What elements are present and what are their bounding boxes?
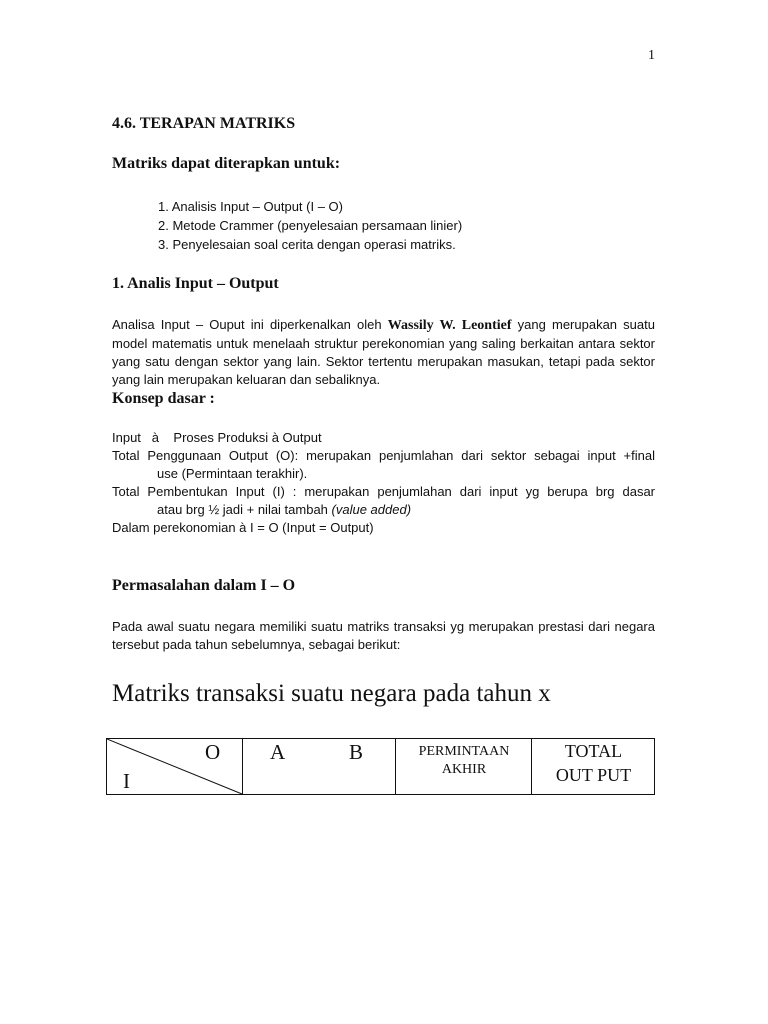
column-divider	[242, 739, 243, 794]
intro-paragraph	[112, 316, 655, 389]
corner-output-label: O	[205, 740, 221, 764]
konsep-line-cont	[112, 501, 655, 519]
column-divider	[395, 739, 396, 794]
table-title: Matriks transaksi suatu negara pada tahun x	[112, 680, 551, 707]
konsep-line-cont: use (Permintaan terakhir).	[157, 466, 308, 481]
konsep-heading: Konsep dasar :	[112, 390, 215, 407]
konsep-line: Total Penggunaan Output (O): merupakan penjumlahan dari sektor sebagai input +final	[112, 448, 655, 463]
subsection-title: 1. Analis Input – Output	[112, 275, 279, 292]
section-title: 4.6. TERAPAN MATRIKS	[112, 115, 296, 132]
konsep-block	[112, 429, 655, 537]
konsep-line: Total Pembentukan Input (I) : merupakan penjumlahan dari input yg berupa brg dasar	[112, 484, 655, 499]
applications-list	[158, 197, 462, 254]
problem-heading: Permasalahan dalam I – O	[112, 577, 296, 594]
page-number: 1	[648, 48, 655, 63]
konsep-line: Input à Proses Produksi à Output	[112, 430, 322, 445]
intro-heading: Matriks dapat diterapkan untuk:	[112, 155, 341, 172]
header-permintaan-akhir: PERMINTAAN AKHIR	[418, 744, 510, 777]
problem-paragraph: Pada awal suatu negara memiliki suatu matriks transaksi yg merupakan prestasi dari negara tersebut pada tahun sebelumnya, sebagai berikut:	[112, 619, 655, 652]
output-label: OUT PUT	[555, 765, 632, 785]
list-item: 1. Analisis Input – Output (I – O)	[158, 199, 343, 214]
header-total-output	[532, 739, 655, 787]
total-label: TOTAL	[564, 741, 623, 761]
author-name: Wassily W. Leontief	[387, 318, 512, 333]
paragraph-text: yang merupakan suatu model matematis untuk menelaah struktur perekonomian yang saling berkaitan antara sektor yang satu dengan sektor yang lain. Sektor tertentu merupakan masukan, tetapi pada sektor yang lain merupakan keluaran dan sebaliknya.	[112, 317, 655, 387]
corner-input-label: I	[123, 769, 130, 793]
header-col-a: A	[270, 740, 286, 764]
transaction-matrix-table	[106, 738, 655, 795]
list-item: 3. Penyelesaian soal cerita dengan operasi matriks.	[158, 237, 456, 252]
konsep-line: Dalam perekonomian à I = O (Input = Output)	[112, 520, 374, 535]
header-col-b: B	[349, 740, 364, 764]
paragraph-text: Analisa Input – Ouput ini diperkenalkan oleh	[112, 317, 388, 332]
konsep-italic: (value added)	[331, 502, 412, 517]
konsep-text: atau brg ½ jadi + nilai tambah	[157, 502, 332, 517]
list-item: 2. Metode Crammer (penyelesaian persamaan linier)	[158, 218, 463, 233]
